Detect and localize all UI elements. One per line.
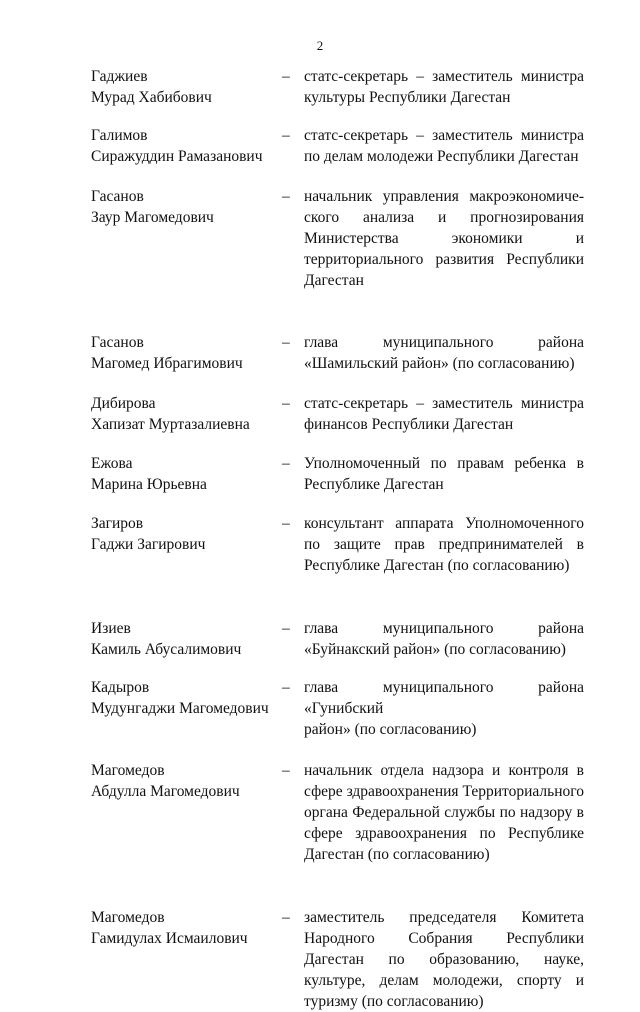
member-role (304, 393, 584, 435)
member-entry (0, 393, 640, 435)
member-entry (0, 125, 640, 167)
member-role (304, 125, 584, 167)
member-role (304, 618, 584, 660)
role-line: заместитель председателя Комитета (304, 909, 584, 926)
member-name (91, 677, 281, 719)
member-surname: Гаджиев (91, 68, 148, 85)
role-line: начальник управления макроэкономиче- (304, 188, 584, 205)
dash-separator: – (282, 679, 290, 696)
role-line: по делам молодежи Республики Дагестан (304, 148, 579, 165)
member-entry (0, 186, 640, 291)
dash-separator: – (282, 127, 290, 144)
member-surname: Кадыров (91, 679, 150, 696)
dash-separator: – (282, 455, 290, 472)
role-line: Дагестан (по согласованию) (304, 846, 490, 863)
member-entry (0, 66, 640, 108)
member-entry (0, 907, 640, 1012)
member-given-names: Сиражуддин Рамазанович (91, 148, 263, 165)
member-surname: Изиев (91, 620, 131, 637)
member-surname: Галимов (91, 127, 148, 144)
member-surname: Дибирова (91, 395, 156, 412)
member-name (91, 513, 281, 555)
member-given-names: Марина Юрьевна (91, 476, 207, 493)
role-line: «Буйнакский район» (по согласованию) (304, 641, 566, 658)
role-line: статс-секретарь – заместитель министра (304, 68, 584, 85)
member-given-names: Абдулла Магомедович (91, 783, 240, 800)
member-entry (0, 453, 640, 495)
member-role (304, 66, 584, 108)
role-line: органа Федеральной службы по надзору в (304, 804, 584, 821)
member-role (304, 453, 584, 495)
member-surname: Гасанов (91, 188, 144, 205)
dash-separator: – (282, 909, 290, 926)
member-role (304, 760, 584, 865)
member-given-names: Камиль Абусалимович (91, 641, 242, 658)
role-line: статс-секретарь – заместитель министра (304, 127, 584, 144)
member-given-names: Гаджи Загирович (91, 536, 206, 553)
member-entry (0, 677, 640, 740)
member-surname: Магомедов (91, 909, 165, 926)
member-surname: Магомедов (91, 762, 165, 779)
dash-separator: – (282, 515, 290, 532)
role-line: ского анализа и прогнозирования (304, 209, 584, 226)
member-name (91, 125, 281, 167)
member-surname: Ежова (91, 455, 133, 472)
member-entry (0, 618, 640, 660)
member-role (304, 907, 584, 1012)
member-role (304, 677, 584, 740)
member-given-names: Гамидулах Исмаилович (91, 930, 248, 947)
role-line: статс-секретарь – заместитель министра (304, 395, 584, 412)
member-given-names: Магомед Ибрагимович (91, 355, 243, 372)
role-line: культуре, делам молодежи, спорту и (304, 972, 584, 989)
role-line: сфере здравоохранения по Республике (304, 825, 584, 842)
member-role (304, 186, 584, 291)
member-name (91, 66, 281, 108)
role-line: финансов Республики Дагестан (304, 416, 514, 433)
role-line: по защите прав предпринимателей в (304, 536, 584, 553)
member-surname: Загиров (91, 515, 144, 532)
member-given-names: Мудунгаджи Магомедович (91, 700, 269, 717)
role-line: Дагестан (304, 272, 364, 289)
role-line: консультант аппарата Уполномоченного (304, 515, 584, 532)
role-line: Министерства экономики и (304, 230, 584, 247)
member-given-names: Хапизат Муртазалиевна (91, 416, 250, 433)
dash-separator: – (282, 68, 290, 85)
dash-separator: – (282, 395, 290, 412)
member-given-names: Мурад Хабибович (91, 89, 212, 106)
dash-separator: – (282, 762, 290, 779)
member-role (304, 332, 584, 374)
role-line: территориального развития Республики (304, 251, 584, 268)
member-name (91, 393, 281, 435)
role-line: сфере здравоохранения Территориального (304, 783, 584, 800)
role-line: Республике Дагестан (304, 476, 444, 493)
dash-separator: – (282, 334, 290, 351)
member-entry (0, 513, 640, 576)
role-line: Народного Собрания Республики (304, 930, 584, 947)
role-line: Дагестан по образованию, науке, (304, 951, 584, 968)
role-line: культуры Республики Дагестан (304, 89, 511, 106)
role-line: Уполномоченный по правам ребенка в (304, 455, 584, 472)
role-line: глава муниципального района (304, 334, 584, 351)
member-name (91, 186, 281, 228)
member-entry (0, 332, 640, 374)
member-surname: Гасанов (91, 334, 144, 351)
member-entry (0, 760, 640, 865)
member-name (91, 760, 281, 802)
member-name (91, 453, 281, 495)
role-line: Республике Дагестан (по согласованию) (304, 557, 570, 574)
page-number: 2 (316, 38, 324, 53)
role-line: глава муниципального района (304, 620, 584, 637)
member-role (304, 513, 584, 576)
member-name (91, 332, 281, 374)
role-line: начальник отдела надзора и контроля в (304, 762, 584, 779)
members-list (0, 66, 640, 1012)
role-line: район» (по согласованию) (304, 721, 477, 738)
member-name (91, 618, 281, 660)
dash-separator: – (282, 620, 290, 637)
member-given-names: Заур Магомедович (91, 209, 214, 226)
role-line: «Шамильский район» (по согласованию) (304, 355, 575, 372)
role-line: туризму (по согласованию) (304, 993, 484, 1010)
role-line: глава муниципального района «Гунибский (304, 679, 584, 717)
member-name (91, 907, 281, 949)
dash-separator: – (282, 188, 290, 205)
